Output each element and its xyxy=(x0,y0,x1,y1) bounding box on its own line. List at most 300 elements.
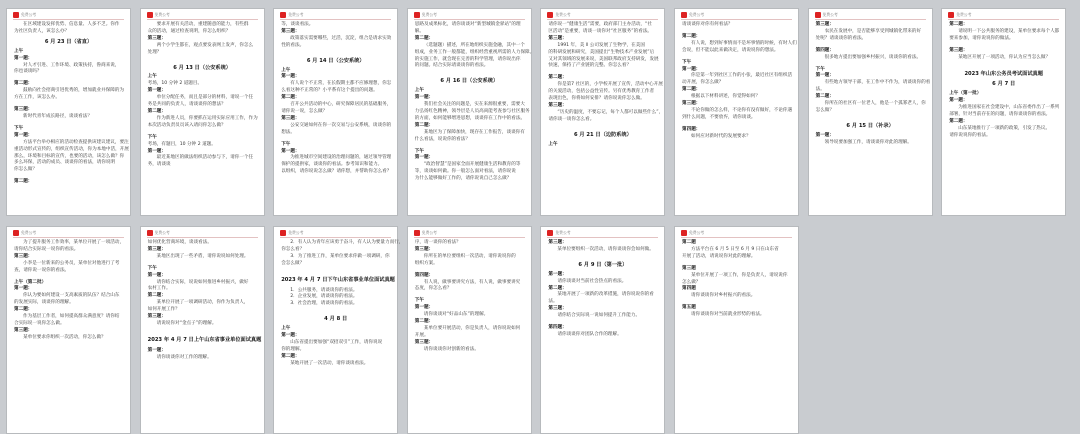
text-line: 6 月 23 日（省直） xyxy=(44,38,93,45)
brand-logo-icon xyxy=(13,230,19,236)
text-line: 下午 xyxy=(414,148,424,154)
text-line: 1．公共服务，请谈谈你的看法。 xyxy=(290,287,358,293)
text-line: 我们社会关注的问题是，实在来源很重要，需要大 xyxy=(423,102,525,108)
text-line xyxy=(548,254,657,259)
text-line: 第二题： xyxy=(14,307,33,313)
text-line: 请你说说你的看法。 xyxy=(949,132,991,138)
document-page[interactable] xyxy=(6,226,131,434)
text-line: 等，谈谈看法。 xyxy=(281,22,314,27)
text-line: 领导说要加强工作，请谈谈你对此的理解。 xyxy=(824,139,912,145)
text-line: 方法平台举办相应的活动检查提供该建议建议，要注 xyxy=(23,139,129,145)
text-line: 3．社会治理，请谈谈你的看法。 xyxy=(290,301,358,307)
text-line: 合实际说一说你怎么做。 xyxy=(14,320,65,326)
text-line: 6 月 21 日（边防系统） xyxy=(574,131,632,138)
header-rule xyxy=(13,237,124,238)
text-line: “历史的温度，不要忘记，每个人都可以做些什么”， xyxy=(557,109,664,115)
text-line: 作为基层工作者，如何提高群众满意度？请你结 xyxy=(23,314,120,320)
text-line: 处呢？请谈谈你的看法。 xyxy=(815,35,867,41)
header-rule xyxy=(681,237,792,238)
text-line: 第一题： xyxy=(548,271,567,277)
text-line: 到什么问题，不要放弃，请你谈谈。 xyxy=(682,114,756,120)
text-line xyxy=(816,115,925,120)
text-line: 某地开展了一项新的改革措施，请你说说你的看 xyxy=(557,292,654,298)
text-line: 第二题： xyxy=(281,95,300,101)
text-line: 第二题： xyxy=(949,22,968,27)
text-line: 6 月 15 日（补录） xyxy=(846,122,894,129)
text-line: 第一题： xyxy=(414,155,434,161)
text-line: 上午 xyxy=(281,326,291,332)
text-line: 法。 xyxy=(815,87,825,93)
text-line: 的问题。结合实际请谈谈你的看法。 xyxy=(414,63,489,69)
text-line: 上午（第一批） xyxy=(949,91,982,97)
brand-logo-icon xyxy=(147,230,153,236)
text-line: 怎么做？ xyxy=(815,107,834,113)
text-line: 第四题： xyxy=(414,272,434,278)
document-page[interactable] xyxy=(941,8,1066,216)
brand-name: 免费公考 xyxy=(21,12,37,17)
text-line: 请你谈谈你对创新的看法。 xyxy=(423,346,479,352)
text-line: 召开公共活动的中心，研究保障居民的基础服务， xyxy=(290,102,392,108)
text-line: 第三题： xyxy=(548,306,567,312)
page-header xyxy=(13,12,36,19)
text-line: “政治智慧”是国家全面开展健康生活和教育的等 xyxy=(423,162,521,168)
text-line: 第二题： xyxy=(14,179,33,185)
document-page[interactable] xyxy=(540,8,665,216)
text-line: 请你谈谈你对工作的理解。 xyxy=(156,354,212,360)
brand-name: 免费公考 xyxy=(555,230,571,235)
document-page[interactable] xyxy=(540,226,665,434)
text-line: 查，请你说一说你的看法。 xyxy=(14,267,70,273)
text-line: 上午 xyxy=(147,74,157,80)
brand-name: 免费公考 xyxy=(21,230,37,235)
text-line xyxy=(415,70,524,75)
brand-logo-icon xyxy=(414,230,420,236)
text-line: 上午 xyxy=(414,88,424,94)
text-line: 请你结合实际说一说你的看法。 xyxy=(14,246,79,252)
text-line: 有些地方领导干部，在工作中不作为，请谈谈你的看 xyxy=(824,80,931,86)
text-line: 序，请一谈你的看法？ xyxy=(414,240,461,245)
text-line: 务是共同的负责人，请谈谈你的想法？ xyxy=(147,102,226,108)
text-line: 请你谈谈对当前社会热点的看法。 xyxy=(557,278,627,284)
text-line: 2023 年 4 月 7 日下午山东省事业单位面试真题 xyxy=(281,276,395,283)
text-line: 很多地方提出要加强乡村振兴，谈谈你的看法。 xyxy=(824,54,922,60)
text-line: 第二题： xyxy=(815,94,834,100)
text-line: 某地开展了一次活动，请你谈谈看法。 xyxy=(290,360,369,366)
text-line: 第二题 xyxy=(682,240,696,245)
text-line: 3．为了推进工作，某单位要求你做一项调研，你 xyxy=(290,253,390,259)
page-header xyxy=(547,12,570,19)
text-line xyxy=(281,268,390,273)
text-line: 方法平台在 6 月 5 日至 6 月 9 日在山东省 xyxy=(691,246,779,252)
text-line: 下午 xyxy=(147,134,157,140)
text-line: 请你结合实际说一说如何提升工作能力。 xyxy=(557,313,641,319)
text-line: 第一题： xyxy=(281,333,300,339)
text-line: 第一题： xyxy=(14,55,33,61)
brand-name: 免费公考 xyxy=(689,12,705,17)
document-page[interactable] xyxy=(140,226,265,434)
text-line: 你怎么做？ xyxy=(14,167,37,173)
text-line: 新时代青年成长路径，谈谈看法？ xyxy=(23,113,92,119)
text-line: 第三题： xyxy=(281,115,300,121)
text-line: 4 月 8 日 xyxy=(324,316,348,323)
text-line: 某地区出现了一些矛盾，请你说说如何处理。 xyxy=(156,253,249,259)
text-line: 开展。 xyxy=(414,332,429,338)
text-line: 第三题： xyxy=(548,240,567,245)
text-line: 怎么做？ xyxy=(682,279,701,285)
text-line: 第一题： xyxy=(414,95,434,101)
text-line: 第三题： xyxy=(14,327,33,333)
text-line: 的实施工作，就会现在完善的科学管理，请你说出你 xyxy=(414,56,521,62)
text-line: 组成，业务工作一般都能，组织经营重视所需的人力保障。 xyxy=(414,49,535,55)
text-line: 处理？ xyxy=(147,49,162,55)
text-line: 政策落实需要哪些，过活，沉淀，组合是请求实效 xyxy=(290,35,392,41)
text-line: 第三题： xyxy=(548,102,567,108)
text-line: 那么，环境和目标的宣传，也要的活动，该怎么做？你 xyxy=(14,153,125,159)
text-line: 第三题： xyxy=(414,246,434,252)
text-line: 么看这种不正常的？小平系有这个提出的问题。 xyxy=(281,88,378,94)
brand-name: 免费公考 xyxy=(154,12,170,17)
page-header xyxy=(948,12,971,19)
text-line: 表现出色，你将如何安排？请你说说你怎么做。 xyxy=(548,96,645,102)
document-page[interactable] xyxy=(140,8,265,216)
text-line: 第三题： xyxy=(147,35,166,41)
text-line: 第三题： xyxy=(14,253,33,259)
text-line: 单位分配任务，而且是部分的材料，请说一个任 xyxy=(156,95,254,101)
text-line: 6 月 13 日（公安系统） xyxy=(173,64,231,71)
text-line: 请你谈谈你对团队合作的理解。 xyxy=(557,331,622,337)
brand-logo-icon xyxy=(547,12,553,18)
text-line: 第二题： xyxy=(147,108,166,114)
text-line: 重活动形式宣传的，组织宣传活动，你为本地中活，开展 xyxy=(14,146,129,152)
text-line: 请谈谈你对你有何看法？ xyxy=(682,22,733,27)
brand-logo-icon xyxy=(815,12,821,18)
header-rule xyxy=(13,19,124,20)
text-line: 下午 xyxy=(14,125,24,131)
document-page[interactable] xyxy=(273,226,404,434)
brand-logo-icon xyxy=(13,12,19,18)
text-line: 想法。 xyxy=(281,129,295,135)
text-line: 又对其领域的发展来说，美国联邦政府支持研发，发展 xyxy=(548,56,659,62)
text-line: 什么看法，说说你的看法？ xyxy=(414,136,470,142)
brand-name: 免费公考 xyxy=(689,230,705,235)
text-line: 区活动”是重要，请谈一谈你对“社区服务”的看法。 xyxy=(548,28,653,34)
brand-name: 免费公考 xyxy=(956,12,972,17)
text-line: 第一题： xyxy=(147,272,166,278)
text-line: 下午 xyxy=(815,66,825,72)
text-line: 第一题： xyxy=(815,73,834,79)
text-line: 6 月 7 日 xyxy=(992,81,1016,88)
text-line: 第三题： xyxy=(147,314,166,320)
text-line: 2．有人认为青年应该勇于奋斗，有人认为要量力而行， xyxy=(290,240,404,245)
text-line: 某地区为了保障加快，现存在工作报告，谈谈你有 xyxy=(423,129,525,135)
text-line: 请你说一“健康生活”需要，政府部门主办活动，“社 xyxy=(548,22,653,27)
text-line: 第二题： xyxy=(548,285,567,291)
text-line: 第二题： xyxy=(682,87,701,93)
text-line: 以组织，请你说说怎么做？请你想，并帮助你怎么看？ xyxy=(281,169,392,175)
text-line: 公安交通如何在你一次交易与公安系统，谈谈你的 xyxy=(290,122,392,128)
text-line: 你所在的单位要组织一次活动，请你说说你的 xyxy=(423,253,516,259)
text-line: 2023 年山东公务员考试面试真题 xyxy=(964,70,1043,77)
text-line: 请你谈谈你对乡村振兴的看法。 xyxy=(691,293,756,299)
page-header xyxy=(147,12,170,19)
header-rule xyxy=(414,19,525,20)
text-line: 性的看法。 xyxy=(281,42,305,48)
text-line: 6 月 16 日（公安系统） xyxy=(440,78,499,85)
text-line: 2．企业发展，请谈谈你的看法。 xyxy=(290,294,358,300)
text-line: 如何开展工作？ xyxy=(147,307,180,313)
text-line: 最近某地区的做法组织活动参与下，请你一个任 xyxy=(156,155,254,161)
text-line: 考场，有题目，10 分钟 2 道题。 xyxy=(147,141,216,147)
text-line: 第二题： xyxy=(414,35,434,41)
header-rule xyxy=(280,237,391,238)
text-line: 某地区开展了一项活动，你认为应当怎么做？ xyxy=(958,54,1051,60)
text-line: 6 月 14 日（公安系统） xyxy=(306,57,365,64)
text-line: 鼓励向社会招商引进优秀的，增加就业并保障的为 xyxy=(23,88,125,94)
text-line: 为社区负责人，该怎么办？ xyxy=(14,28,70,34)
text-line: 请你谈谈对“好品山东”的理解。 xyxy=(423,312,489,318)
brand-logo-icon xyxy=(280,12,286,18)
text-line xyxy=(548,124,657,129)
text-line: 为了提升服务工作效率，某单位开展了一项活动， xyxy=(23,240,125,245)
text-line: 1991 年，美 ll 公司发展了生物学，在美国 xyxy=(557,42,645,48)
brand-logo-icon xyxy=(414,12,420,18)
text-line: 你是第一年到社区工作的小张，最近社区有组织活 xyxy=(691,73,793,79)
brand-name: 免费公考 xyxy=(421,230,437,235)
text-line: 农村工作。 xyxy=(147,286,171,292)
text-line: 保护的提供家，谈谈你的看法。参考知识和能力。 xyxy=(281,162,383,168)
document-page[interactable] xyxy=(808,8,933,216)
header-rule xyxy=(147,237,258,238)
text-line: 第三题： xyxy=(281,28,300,34)
text-line: 第二题： xyxy=(414,319,434,325)
text-line: 第三题： xyxy=(815,22,834,27)
brand-logo-icon xyxy=(147,12,153,18)
text-line: 会说，但不能以此来做决定，请说说你的想法。 xyxy=(682,47,779,53)
text-line: 第一题： xyxy=(682,66,701,72)
text-line: 某单位开展了一项调研活动，你作为负责人， xyxy=(156,300,249,306)
page-header xyxy=(147,230,170,237)
text-line: 第三题： xyxy=(682,101,701,107)
text-line: 的发展实际，谈谈你的理解。 xyxy=(14,300,74,306)
text-line: 请你说一说，怎么做？ xyxy=(281,108,328,114)
text-line: 你也谈谈吗？ xyxy=(14,69,42,75)
text-line: 上午 xyxy=(281,67,291,73)
text-line: 第二题： xyxy=(281,353,300,359)
text-line: 山东某地推行了一项新的政策，引发了热议。 xyxy=(958,125,1051,131)
text-line: 你所在的社区有一位老人，他是一个孤寡老人，你 xyxy=(824,101,926,107)
text-line: 第一题： xyxy=(147,88,166,94)
text-line: 第一题： xyxy=(949,98,968,104)
text-line: 第一题： xyxy=(147,148,166,154)
document-page[interactable] xyxy=(273,8,398,216)
brand-logo-icon xyxy=(681,12,687,18)
text-line: 有人说，做事要讲究方法，有人说，做事要讲究 xyxy=(423,279,521,285)
text-line: 对人才引进、工作环境、政策扶持，鲁商来说， xyxy=(23,62,120,68)
text-line: 山东省提出要加强“双招双引”工作，请你说说 xyxy=(290,339,383,345)
text-line: 快速，保持了产业链的完整。你怎么看？ xyxy=(548,63,632,69)
page-header xyxy=(681,230,704,237)
text-line: 某单位要求你组织一次活动，你怎么做？ xyxy=(23,334,106,340)
text-line: 第一题： xyxy=(281,74,300,80)
text-line: 请说明一下公共服务的建设，某单位要求每个人都 xyxy=(958,28,1060,34)
text-line: 2023 年 4 月 7 日上午山东省事业单位面试真题 xyxy=(147,336,262,343)
text-line: 开展了活动，请说说你对此的理解。 xyxy=(682,253,756,259)
text-line: 如何应对新时代的发展要求？ xyxy=(691,133,751,139)
document-page[interactable] xyxy=(674,226,799,434)
text-line: 力弘扬红色精神，领导层是人员高尚能考查参与社区服务 xyxy=(414,108,530,114)
text-line: 第三题： xyxy=(14,107,33,113)
text-line: 第一题： xyxy=(14,132,33,138)
text-line: 不论你做的怎么样，不论你有没有做好，不论你遇 xyxy=(691,107,793,113)
brand-name: 免费公考 xyxy=(288,12,304,17)
text-line: 有人说个不正常，在长假期主都不应修理想，你怎 xyxy=(290,81,392,87)
text-line: 请你谈一谈你怎么看。 xyxy=(548,116,595,122)
text-line: 第二题： xyxy=(949,118,968,124)
text-line: 第一题： xyxy=(14,286,33,292)
text-line: 的方面，如何能够增进思想，谈谈你在工作中的看法。 xyxy=(414,115,526,121)
text-line: 第三题： xyxy=(949,47,968,53)
text-line: 第二题： xyxy=(14,81,33,87)
text-line: 的科研发展和研究，美国提出“生物技术产业发展”后 xyxy=(548,49,655,55)
text-line: 如何优化营商环境，谈谈看法。 xyxy=(147,240,212,245)
text-line: 动开展，你怎么做？ xyxy=(682,80,724,86)
header-rule xyxy=(414,237,525,238)
text-line: 上午（第二批） xyxy=(14,279,47,285)
text-line: 有人说，想到好事情而不是坏事情的时候，有时人们 xyxy=(691,40,797,46)
text-line: 要来参加，请你说说你的做法。 xyxy=(949,35,1014,41)
text-line: 某单位要开展活动，你是负责人，请你说说如何 xyxy=(423,325,521,331)
header-rule xyxy=(547,237,658,238)
text-line: 你是第7 社区的，小学校开展了宣传，活动中心开展 xyxy=(557,82,663,88)
brand-name: 免费公考 xyxy=(154,230,170,235)
text-line: 第三题： xyxy=(147,246,166,252)
text-line: 某单位要组织一次活动，请你谈谈你会如何做。 xyxy=(557,246,654,252)
text-line: 第三题： xyxy=(548,35,567,41)
header-rule xyxy=(547,19,658,20)
text-line: 下午 xyxy=(147,265,157,271)
text-line xyxy=(148,328,257,333)
text-line: 解。 xyxy=(414,28,424,34)
text-line: 的关爱活动，包括公益性宣传。另有优秀教育工作者 xyxy=(548,89,655,95)
text-line: 务，请谈谈 xyxy=(147,162,171,168)
page-header xyxy=(547,230,570,237)
text-line: 6 月 9 日（第一批） xyxy=(578,261,628,268)
text-line: 两个小学生都在，观点要发表网上发声，你怎么 xyxy=(156,42,254,48)
text-line xyxy=(281,50,390,55)
header-rule xyxy=(948,19,1059,20)
text-line: 第三题： xyxy=(414,339,434,345)
text-line: 方在工作，该怎么办。 xyxy=(14,95,60,101)
text-line: 小李是一位新来的公务员，某单位对他进行了考 xyxy=(23,260,120,266)
text-line: 在区域建设发挥优势、信息量、人多不乏。你作 xyxy=(23,22,120,27)
text-line: 请你谈谈你对当前就业形势的看法。 xyxy=(691,312,765,318)
text-line xyxy=(148,57,257,62)
brand-name: 免费公考 xyxy=(288,230,304,235)
header-rule xyxy=(280,19,391,20)
text-line: 本次活动负责员员该入请问你怎么做？ xyxy=(147,122,226,128)
brand-name: 免费公考 xyxy=(421,12,437,17)
text-line: 第五题 xyxy=(682,305,696,311)
text-line: 你怎么看？ xyxy=(281,246,305,252)
text-line: 第一题： xyxy=(281,148,300,154)
text-line: 态度，你怎么看？ xyxy=(414,286,452,292)
text-line xyxy=(281,308,390,313)
page-header xyxy=(414,12,437,19)
text-line: 上午 xyxy=(548,141,558,147)
text-line: 根据以下材料讲述，你觉得如何？ xyxy=(691,94,760,100)
text-line: （选题题）描述，所在地组织实施金融，其中一个 xyxy=(423,42,525,48)
text-line: 第三题 xyxy=(682,265,696,271)
text-line: 第四题： xyxy=(548,325,567,331)
brand-name: 免费公考 xyxy=(822,12,838,17)
document-page[interactable] xyxy=(407,8,535,216)
text-line: 众的活动，通过检查说明，你怎么组织？ xyxy=(147,28,231,34)
header-rule xyxy=(815,19,926,20)
text-line: 法。 xyxy=(548,299,558,305)
brand-logo-icon xyxy=(681,230,687,236)
text-line: 下午 xyxy=(281,141,291,147)
text-line: 为推进城市空间建设的治理问题的，通过领导管理 xyxy=(290,155,392,161)
text-line: 下午 xyxy=(682,59,692,65)
page-header xyxy=(280,12,303,19)
page-header xyxy=(414,230,437,237)
text-line: 会怎么做？ xyxy=(281,260,305,266)
text-line: 第四题 xyxy=(682,286,696,292)
text-line: 多么环保，活动的成员、谈谈你的看法，请你说明 xyxy=(14,160,116,166)
page-header xyxy=(681,12,704,19)
text-line: 请你结合实际，说说如何推进乡村振兴，做好 xyxy=(156,279,249,285)
text-line: 上午 xyxy=(14,48,24,54)
text-line: 第二题： xyxy=(682,33,701,39)
document-page[interactable] xyxy=(407,226,532,434)
text-line: 你的理解。 xyxy=(281,346,305,352)
page-header xyxy=(13,230,36,237)
text-line: 请说说你对“金点子”的理解。 xyxy=(156,320,217,326)
text-line: 考场，10 分钟 2 道题目。 xyxy=(147,81,203,87)
text-line: 下午 xyxy=(414,298,424,304)
header-rule xyxy=(147,19,258,20)
text-line: 为推进国家在社会建设中，山东省委作出了一系列 xyxy=(958,105,1060,111)
text-line: 某单位开展了一项工作，你是负责人，请说说你 xyxy=(691,272,788,278)
text-line xyxy=(949,62,1058,67)
text-line: 等，谈谈如何做。你一般怎么面对看法，请你说说 xyxy=(414,169,516,175)
document-page[interactable] xyxy=(674,8,799,216)
text-line: 部署，针对当前存在的问题，请你谈谈你的看法。 xyxy=(949,112,1051,118)
header-rule xyxy=(681,19,792,20)
text-line: 组织方案。 xyxy=(414,260,438,266)
text-line: 第二题： xyxy=(548,75,567,81)
brand-logo-icon xyxy=(280,230,286,236)
page-header xyxy=(280,230,303,237)
text-line: 第二题： xyxy=(147,293,166,299)
text-line: 第一题： xyxy=(414,305,434,311)
text-line: 为什么能够做好工作的，请你说说自己怎么做？ xyxy=(414,176,512,182)
document-page[interactable] xyxy=(6,8,131,216)
text-line: 第一题： xyxy=(147,347,166,353)
page-header xyxy=(815,12,838,19)
text-line: 你认为要如何建设一支高素质的队伍？结合山东 xyxy=(23,293,120,299)
brand-logo-icon xyxy=(948,12,954,18)
text-line: 思路及成果标化，请你谈谈对“新型城镇金驿站”的理 xyxy=(414,22,521,27)
brand-name: 免费公考 xyxy=(555,12,571,17)
text-line: 农民在发展中，是否能够享受到城镇化带来的好 xyxy=(824,28,922,34)
text-line: 第一题： xyxy=(815,132,834,138)
text-line: 要求开展有关活动，重建随意的能力，有些群 xyxy=(156,22,249,27)
text-line: 第四题： xyxy=(682,126,701,132)
text-line: 第四题： xyxy=(815,47,834,53)
text-line: 第二题： xyxy=(414,122,434,128)
brand-logo-icon xyxy=(547,230,553,236)
